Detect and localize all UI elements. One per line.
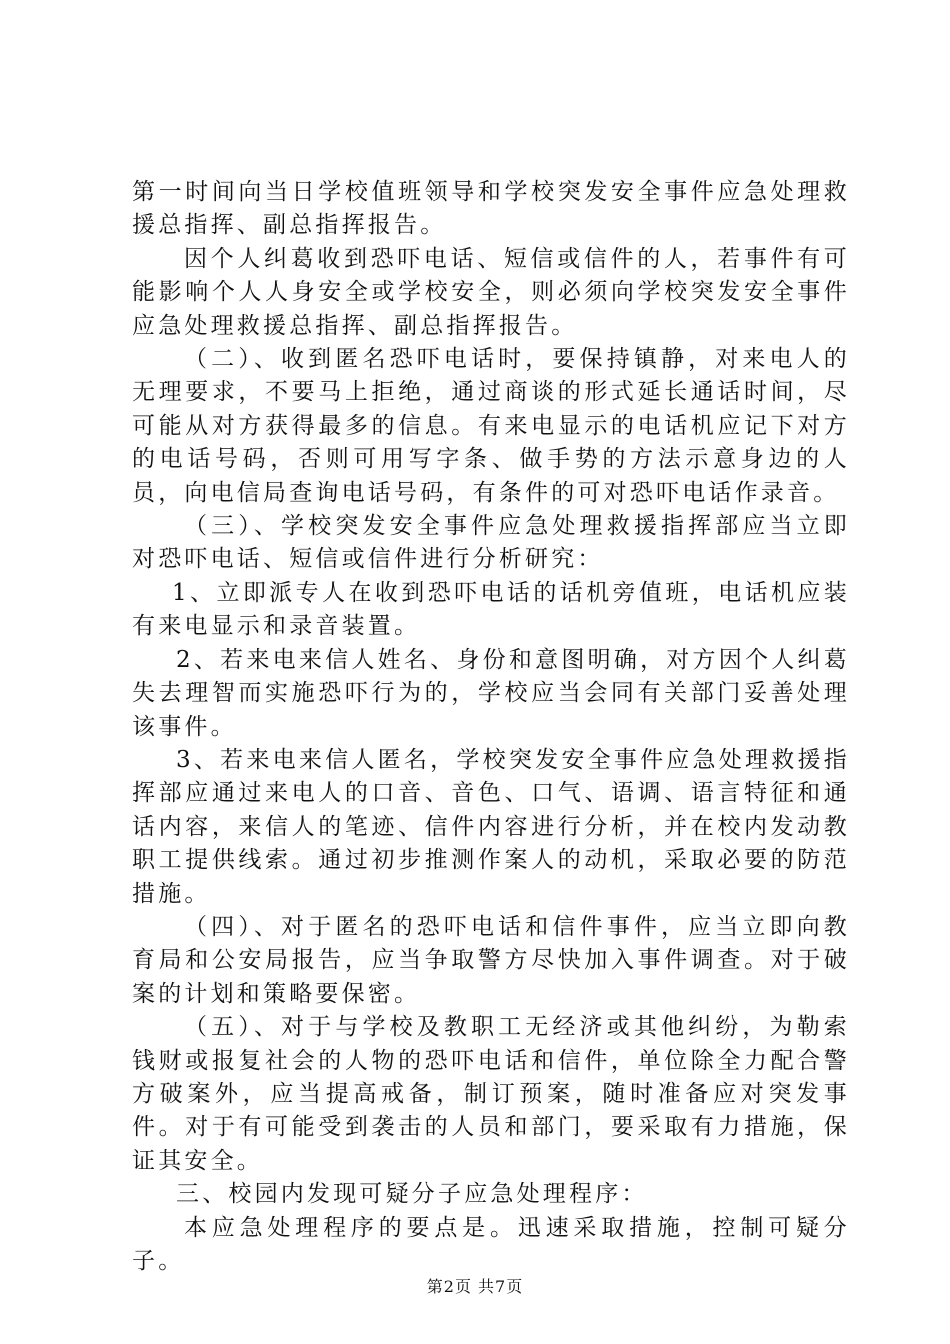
paragraph: （三）、学校突发安全事件应急处理救援指挥部应当立即对恐吓电话、短信或信件进行分析研究： (132, 513, 850, 573)
paragraph: 因个人纠葛收到恐吓电话、短信或信件的人，若事件有可能影响个人人身安全或学校安全，则必须向学校突发安全事件应急处理救援总指挥、副总指挥报告。 (132, 245, 850, 339)
paragraph: 1、立即派专人在收到恐吓电话的话机旁值班，电话机应装有来电显示和录音装置。 (132, 579, 850, 640)
paragraph: （二）、收到匿名恐吓电话时，要保持镇静，对来电人的无理要求，不要马上拒绝，通过商谈的形式延长通话时间，尽可能从对方获得最多的信息。有来电显示的电话机应记下对方的电话号码，否则可用写字条、做手势的方法示意身边的人员，向电信局查询电话号码，有条件的可对恐吓电话作录音。 (132, 346, 850, 506)
section-heading: 三、校园内发现可疑分子应急处理程序： (176, 1181, 648, 1208)
paragraph: 2、若来电来信人姓名、身份和意图明确，对方因个人纠葛失去理智而实施恐吓行为的，学校应当会同有关部门妥善处理该事件。 (132, 646, 850, 740)
paragraph: 本应急处理程序的要点是。迅速采取措施，控制可疑分子。 (132, 1214, 850, 1274)
paragraph: （五）、对于与学校及教职工无经济或其他纠纷，为勒索钱财或报复社会的人物的恐吓电话和信件，单位除全力配合警方破案外，应当提高戒备，制订预案，随时准备应对突发事件。对于有可能受到袭击的人员和部门，要采取有力措施，保证其安全。 (132, 1014, 850, 1174)
document-body (132, 176, 850, 1278)
page-number-footer: 第2页 共7页 (426, 1277, 524, 1296)
paragraph: 3、若来电来信人匿名，学校突发安全事件应急处理救援指挥部应通过来电人的口音、音色、口气、语调、语言特征和通话内容，来信人的笔迹、信件内容进行分析，并在校内发动教职工提供线索。通过初步推测作案人的动机，采取必要的防范措施。 (132, 746, 850, 907)
paragraph: 第一时间向当日学校值班领导和学校突发安全事件应急处理救援总指挥、副总指挥报告。 (132, 179, 850, 239)
paragraph: （四）、对于匿名的恐吓电话和信件事件，应当立即向教育局和公安局报告，应当争取警方尽快加入事件调查。对于破案的计划和策略要保密。 (132, 913, 850, 1007)
